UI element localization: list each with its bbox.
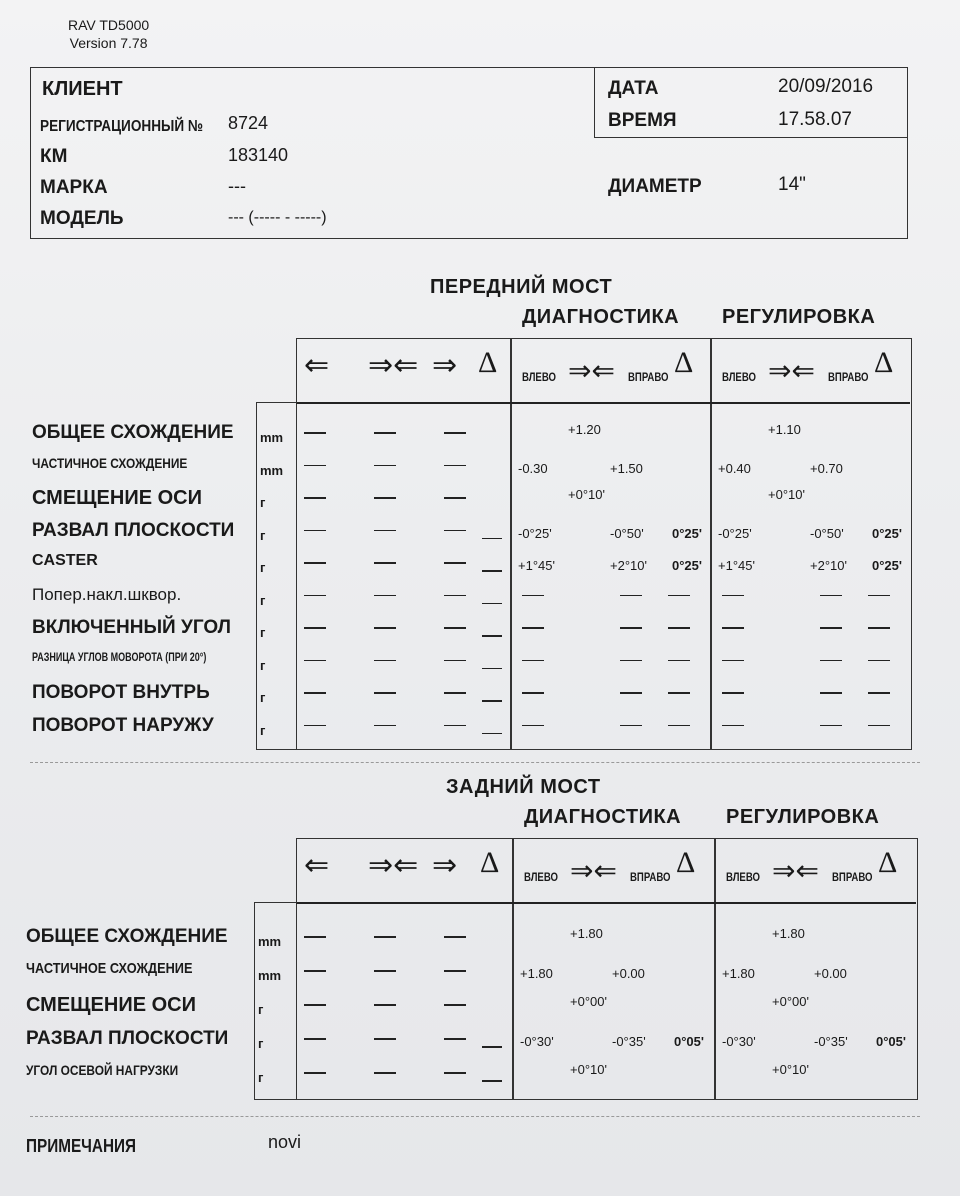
date-label: ДАТА — [608, 78, 659, 99]
empty-value-dash — [444, 465, 466, 467]
empty-value-dash — [522, 595, 544, 597]
table-column-box — [710, 338, 912, 750]
rear-adj-title: РЕГУЛИРОВКА — [726, 806, 880, 828]
delta-value: 0°05' — [674, 1034, 704, 1049]
delta-icon: Δ — [480, 846, 500, 879]
row-label: ПОВОРОТ НАРУЖУ — [32, 714, 214, 736]
empty-value-dash — [304, 660, 326, 662]
center-value: +0°00' — [570, 994, 607, 1009]
empty-value-dash — [304, 465, 326, 467]
empty-value-dash — [620, 692, 642, 694]
empty-value-dash — [304, 595, 326, 597]
empty-value-dash — [444, 725, 466, 727]
left-word-label: ВЛЕВО — [722, 370, 756, 384]
empty-value-dash — [374, 970, 396, 972]
center-value: +1.80 — [570, 926, 603, 941]
empty-value-dash — [722, 595, 744, 597]
empty-value-dash — [304, 1038, 326, 1040]
converge-icon: ⇒⇐ — [768, 355, 815, 386]
right-value: -0°35' — [612, 1034, 646, 1049]
empty-value-dash — [668, 660, 690, 662]
empty-value-dash — [304, 692, 326, 694]
empty-value-dash — [444, 692, 466, 694]
empty-value-dash — [482, 668, 502, 670]
empty-value-dash — [820, 627, 842, 629]
empty-value-dash — [482, 603, 502, 605]
delta-value: 0°25' — [872, 525, 902, 541]
empty-value-dash — [374, 562, 396, 564]
unit-label: mm — [260, 462, 284, 478]
table-column-box — [510, 338, 712, 750]
empty-value-dash — [868, 725, 890, 727]
center-value: +1.80 — [772, 926, 805, 941]
row-label: РАЗВАЛ ПЛОСКОСТИ — [26, 1028, 229, 1049]
unit-label: mm — [258, 934, 282, 949]
empty-value-dash — [620, 627, 642, 629]
left-value: +0.40 — [718, 460, 751, 476]
unit-label: г — [260, 527, 266, 543]
delta-value: 0°05' — [876, 1034, 906, 1049]
center-value: +1.20 — [568, 422, 601, 437]
converge-icon: ⇒⇐ — [772, 855, 819, 886]
empty-value-dash — [304, 970, 326, 972]
header-divider — [296, 902, 916, 904]
header-divider — [296, 402, 910, 404]
empty-value-dash — [482, 635, 502, 637]
empty-value-dash — [444, 660, 466, 662]
empty-value-dash — [304, 497, 326, 499]
delta-icon: Δ — [878, 846, 898, 879]
empty-value-dash — [482, 1046, 502, 1048]
center-value: +0°10' — [568, 487, 605, 502]
empty-value-dash — [820, 660, 842, 662]
empty-value-dash — [374, 692, 396, 694]
center-value: +1.10 — [768, 422, 801, 437]
left-value: +1°45' — [518, 558, 555, 573]
delta-icon: Δ — [874, 346, 894, 379]
empty-value-dash — [374, 1004, 396, 1006]
right-value: -0°35' — [814, 1034, 848, 1049]
unit-label: mm — [258, 968, 282, 983]
converge-icon: ⇒⇐ — [570, 855, 617, 886]
empty-value-dash — [374, 1072, 396, 1074]
right-value: +2°10' — [810, 558, 847, 573]
left-value: -0°30' — [722, 1034, 756, 1049]
time-label: ВРЕМЯ — [608, 110, 677, 131]
diameter-value: 14" — [778, 174, 806, 195]
left-value: +1.80 — [520, 966, 553, 981]
empty-value-dash — [374, 1038, 396, 1040]
empty-value-dash — [522, 692, 544, 694]
empty-value-dash — [444, 1072, 466, 1074]
empty-value-dash — [722, 692, 744, 694]
km-value: 183140 — [228, 145, 289, 165]
empty-value-dash — [482, 700, 502, 702]
empty-value-dash — [374, 497, 396, 499]
row-label: ЧАСТИЧНОЕ СХОЖДЕНИЕ — [32, 454, 188, 471]
row-label: УГОЛ ОСЕВОЙ НАГРУЗКИ — [26, 1062, 179, 1078]
divider — [30, 1116, 920, 1117]
empty-value-dash — [482, 733, 502, 735]
empty-value-dash — [722, 725, 744, 727]
empty-value-dash — [820, 725, 842, 727]
empty-value-dash — [304, 1072, 326, 1074]
empty-value-dash — [444, 627, 466, 629]
empty-value-dash — [444, 497, 466, 499]
delta-value: 0°25' — [672, 558, 702, 573]
unit-label: г — [260, 625, 266, 640]
empty-value-dash — [820, 692, 842, 694]
time-value: 17.58.07 — [778, 109, 852, 130]
left-value: -0°30' — [520, 1034, 554, 1049]
front-adj-title: РЕГУЛИРОВКА — [722, 306, 876, 328]
software-version: Version 7.78 — [69, 35, 148, 51]
row-label: Попер.накл.шквор. — [32, 584, 182, 604]
empty-value-dash — [374, 595, 396, 597]
left-arrow-icon: ⇐ — [304, 849, 330, 882]
empty-value-dash — [444, 1038, 466, 1040]
empty-value-dash — [620, 725, 642, 727]
unit-label: mm — [260, 430, 284, 445]
center-value: +0°00' — [772, 994, 809, 1009]
empty-value-dash — [304, 530, 326, 532]
delta-icon: Δ — [674, 346, 694, 379]
empty-value-dash — [722, 627, 744, 629]
empty-value-dash — [444, 1004, 466, 1006]
empty-value-dash — [374, 530, 396, 532]
front-diag-title: ДИАГНОСТИКА — [522, 306, 680, 328]
left-value: -0°25' — [718, 525, 752, 541]
empty-value-dash — [620, 595, 642, 597]
empty-value-dash — [868, 627, 890, 629]
empty-value-dash — [482, 538, 502, 540]
row-label: РАЗНИЦА УГЛОВ МОВОРОТА (ПРИ 20°) — [32, 649, 207, 664]
empty-value-dash — [668, 595, 690, 597]
empty-value-dash — [820, 595, 842, 597]
row-label: ВКЛЮЧЕННЫЙ УГОЛ — [32, 617, 231, 638]
empty-value-dash — [304, 627, 326, 629]
left-word-label: ВЛЕВО — [726, 870, 760, 884]
front-axle-title: ПЕРЕДНИЙ МОСТ — [430, 276, 613, 298]
right-value: +0.00 — [814, 966, 847, 981]
converge-icon: ⇒⇐ — [368, 349, 419, 382]
left-value: +1°45' — [718, 558, 755, 573]
row-label: ОБЩЕЕ СХОЖДЕНИЕ — [26, 926, 228, 947]
reg-value: 8724 — [228, 113, 269, 133]
center-value: +0°10' — [768, 487, 805, 502]
right-value: +2°10' — [610, 558, 647, 573]
empty-value-dash — [522, 627, 544, 629]
empty-value-dash — [304, 1004, 326, 1006]
empty-value-dash — [444, 595, 466, 597]
empty-value-dash — [304, 936, 326, 938]
right-word-label: ВПРАВО — [630, 870, 671, 884]
reg-label: РЕГИСТРАЦИОННЫЙ № — [40, 118, 204, 135]
left-value: +1.80 — [722, 966, 755, 981]
software-info — [68, 16, 149, 52]
empty-value-dash — [668, 692, 690, 694]
left-arrow-icon: ⇐ — [304, 349, 330, 382]
unit-label: г — [258, 1070, 264, 1085]
delta-value: 0°25' — [672, 525, 702, 541]
right-value: +0.70 — [810, 460, 843, 476]
right-value: -0°50' — [810, 525, 844, 541]
unit-label: г — [258, 1002, 264, 1017]
unit-label: г — [260, 495, 266, 510]
empty-value-dash — [482, 570, 502, 572]
right-arrow-icon: ⇒ — [432, 849, 458, 882]
empty-value-dash — [522, 725, 544, 727]
empty-value-dash — [374, 465, 396, 467]
right-arrow-icon: ⇒ — [432, 349, 458, 382]
empty-value-dash — [722, 660, 744, 662]
empty-value-dash — [444, 562, 466, 564]
unit-label: г — [260, 690, 266, 705]
table-column-box — [296, 338, 512, 750]
left-value: -0°25' — [518, 525, 552, 541]
diameter-label: ДИАМЕТР — [608, 176, 702, 197]
km-label: КМ — [40, 146, 68, 167]
right-word-label: ВПРАВО — [832, 870, 873, 884]
empty-value-dash — [668, 725, 690, 727]
left-word-label: ВЛЕВО — [524, 870, 558, 884]
empty-value-dash — [444, 970, 466, 972]
row-label: СМЕЩЕНИЕ ОСИ — [26, 994, 196, 1016]
empty-value-dash — [522, 660, 544, 662]
row-label: СМЕЩЕНИЕ ОСИ — [32, 487, 202, 509]
model-label: МОДЕЛЬ — [40, 208, 124, 229]
empty-value-dash — [304, 725, 326, 727]
unit-label: г — [260, 560, 266, 575]
empty-value-dash — [304, 562, 326, 564]
row-label: РАЗВАЛ ПЛОСКОСТИ — [32, 519, 235, 541]
empty-value-dash — [668, 627, 690, 629]
empty-value-dash — [374, 627, 396, 629]
converge-icon: ⇒⇐ — [368, 849, 419, 882]
empty-value-dash — [868, 660, 890, 662]
right-word-label: ВПРАВО — [628, 370, 669, 384]
empty-value-dash — [374, 432, 396, 434]
empty-value-dash — [482, 1080, 502, 1082]
model-value: --- (----- - -----) — [228, 209, 327, 226]
row-label: ЧАСТИЧНОЕ СХОЖДЕНИЕ — [26, 960, 193, 977]
right-word-label: ВПРАВО — [828, 370, 869, 384]
delta-icon: Δ — [478, 346, 498, 379]
rear-axle-title: ЗАДНИЙ МОСТ — [446, 776, 601, 798]
client-title: КЛИЕНТ — [42, 78, 123, 100]
center-value: +0°10' — [772, 1062, 809, 1077]
empty-value-dash — [444, 432, 466, 434]
row-label: CASTER — [32, 552, 98, 569]
software-name: RAV TD5000 — [68, 17, 150, 33]
empty-value-dash — [620, 660, 642, 662]
right-value: +1.50 — [610, 460, 643, 476]
empty-value-dash — [374, 660, 396, 662]
notes-label: ПРИМЕЧАНИЯ — [26, 1136, 136, 1156]
date-value: 20/09/2016 — [778, 76, 874, 97]
make-label: МАРКА — [40, 177, 108, 198]
row-label: ОБЩЕЕ СХОЖДЕНИЕ — [32, 422, 234, 443]
empty-value-dash — [374, 936, 396, 938]
left-value: -0.30 — [518, 460, 548, 476]
empty-value-dash — [444, 936, 466, 938]
empty-value-dash — [374, 725, 396, 727]
right-value: -0°50' — [610, 525, 644, 541]
unit-label: г — [258, 1036, 264, 1051]
row-label: ПОВОРОТ ВНУТРЬ — [32, 682, 210, 703]
delta-value: 0°25' — [872, 558, 902, 573]
make-value: --- — [228, 176, 246, 196]
unit-label: г — [260, 592, 266, 608]
notes-value: novi — [268, 1132, 302, 1152]
rear-diag-title: ДИАГНОСТИКА — [524, 806, 682, 828]
empty-value-dash — [868, 692, 890, 694]
empty-value-dash — [304, 432, 326, 434]
center-value: +0°10' — [570, 1062, 607, 1077]
converge-icon: ⇒⇐ — [568, 355, 615, 386]
unit-label: г — [260, 657, 266, 673]
left-word-label: ВЛЕВО — [522, 370, 556, 384]
empty-value-dash — [868, 595, 890, 597]
unit-label: г — [260, 722, 266, 738]
divider — [30, 762, 920, 763]
right-value: +0.00 — [612, 966, 645, 981]
empty-value-dash — [444, 530, 466, 532]
delta-icon: Δ — [676, 846, 696, 879]
